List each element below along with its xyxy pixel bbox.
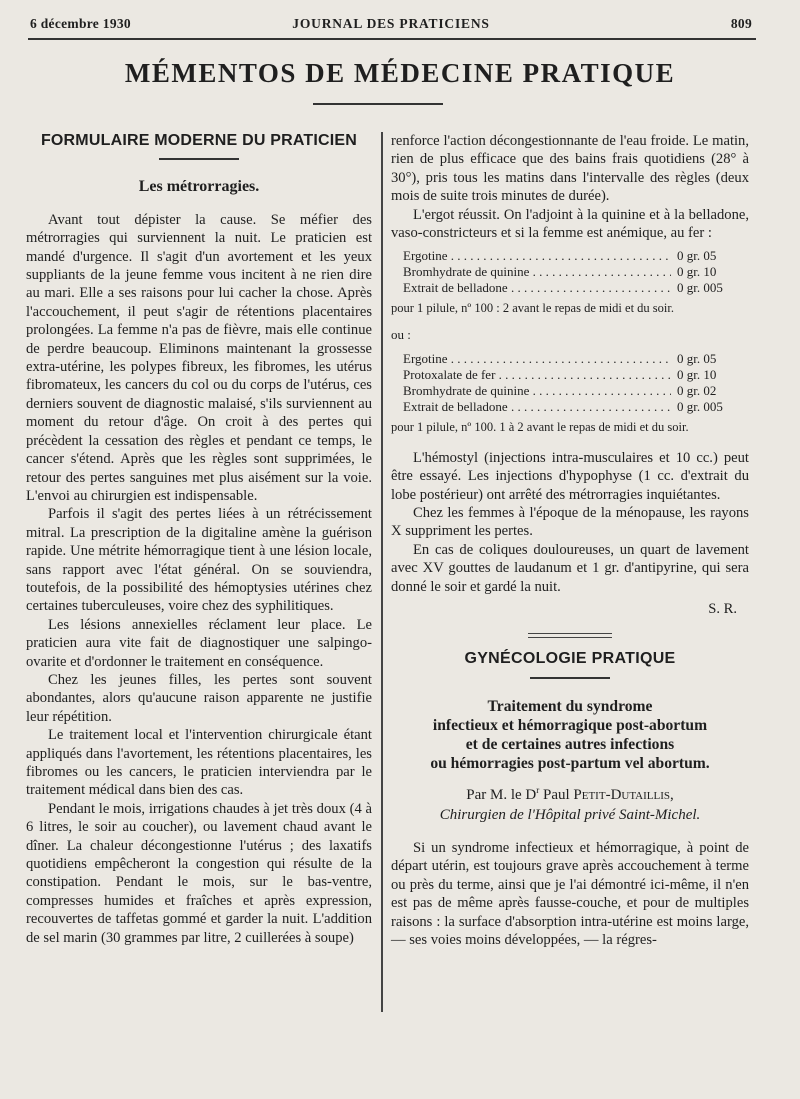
section-separator bbox=[528, 633, 612, 638]
article-title: Traitement du syndrome infectieux et hémorragique post-abortum et de certaines autres infections ou hémorragies post-partum vel abortum. bbox=[430, 697, 710, 772]
paragraph: Pendant le mois, irrigations chaudes à jet très doux (4 à 6 litres, le soir au coucher), ou lavement chaud avant le dîner. La chaleur décongestionne l'utérus ; des laxatifs quotidiens empêcheront la congestion qui résulte de la constipation. Pendant le mois, sur le bas-ventre, compresses humides et fraîches et après expression, recouvertes de taffetas gommé et garder la nuit. L'addition de sel marin (30 grammes par litre, 2 cuillerées à soupe) bbox=[26, 800, 372, 946]
formula-row: Protoxalate de fer . . . 0 gr. 10 bbox=[391, 367, 749, 383]
formula-row: Ergotine . . . 0 gr. 05 bbox=[391, 248, 749, 264]
paragraph: L'hémostyl (injections intra-musculaires et 10 cc.) peut être essayé. Les injections d'hypophyse (1 cc. d'extrait du lobe postérieur) ont arrêté des métrorragies inquiétantes. bbox=[391, 449, 749, 503]
article-author: Par M. le $D^r$ Paul Petit-Dutaillis, bbox=[466, 784, 674, 803]
section-rule bbox=[159, 158, 239, 160]
paragraph: Les lésions annexielles réclament leur place. Le praticien aura vite fait de diagnostiquer une salpingo-ovarite et d'ordonner le traitement en conséquence. bbox=[26, 616, 372, 670]
section-rule bbox=[530, 677, 610, 679]
journal-name: JOURNAL DES PRATICIENS bbox=[292, 16, 490, 31]
formula-alternative: ou : bbox=[391, 327, 411, 343]
paragraph: Chez les femmes à l'époque de la ménopause, les rayons X suppriment les pertes. bbox=[391, 505, 749, 540]
header-rule bbox=[28, 38, 756, 40]
formula-row: Ergotine . . . 0 gr. 05 bbox=[391, 351, 749, 367]
paragraph: Le traitement local et l'intervention chirurgicale étant appliqués dans l'avortement, les rétentions placentaires, les fibromes ou les cancers, le praticien interviendra par le traitement médical dans bien des cas. bbox=[26, 727, 372, 799]
paragraph: Si un syndrome infectieux et hémorragique, à point de départ utérin, est toujours grave après accouchement à terme ou près du terme, ainsi que je l'ai démontré ici-même, il n'en est pas de même après fausse-couche, et pour de multiples raisons : la surface d'absorption intra-utérine est moins large, — ses voies moins développées, — la régres- bbox=[391, 839, 749, 948]
paragraph: L'ergot réussit. On l'adjoint à la quinine et à la belladone, vaso-constricteurs et si la femme est anémique, au fer : bbox=[391, 206, 749, 242]
issue-date: 6 décembre 1930 bbox=[30, 16, 131, 31]
paragraph: Chez les jeunes filles, les pertes sont souvent abondantes, alors qu'aucune raison apparente ne justifie leur répétition. bbox=[26, 671, 372, 725]
left-column bbox=[26, 132, 372, 947]
formula-row: Extrait de belladone . . . 0 gr. 005 bbox=[391, 280, 749, 296]
page-number: 809 bbox=[730, 16, 752, 31]
page-title: MÉMENTOS DE MÉDECINE PRATIQUE bbox=[124, 58, 676, 88]
formula-row: Extrait de belladone . . . 0 gr. 005 bbox=[391, 399, 749, 415]
formula-row: Bromhydrate de quinine . . . 0 gr. 02 bbox=[391, 383, 749, 399]
right-column bbox=[391, 132, 749, 949]
formula-row: Bromhydrate de quinine . . . 0 gr. 10 bbox=[391, 264, 749, 280]
section-title-gynecologie: GYNÉCOLOGIE PRATIQUE bbox=[464, 649, 676, 667]
paragraph: Parfois il s'agit des pertes liées à un rétrécissement mitral. La prescription de la digitaline amène la guérison rapide. Une métrite hémorragique tient à une lésion locale, sans rapport avec l'état général. On se souviendra, toutefois, de la possibilité des hémoptysies utérines chez certaines tuberculeuses, voire chez des syphilitiques. bbox=[26, 506, 372, 615]
author-affiliation: Chirurgien de l'Hôpital privé Saint-Michel. bbox=[439, 806, 701, 823]
column-divider bbox=[381, 132, 383, 1012]
formula-note: pour 1 pilule, nº 100. 1 à 2 avant le repas de midi et du soir. bbox=[391, 419, 689, 434]
formula-note: pour 1 pilule, nº 100 : 2 avant le repas de midi et du soir. bbox=[391, 301, 674, 316]
paragraph: En cas de coliques douloureuses, un quart de lavement avec XV gouttes de laudanum et 1 gr. d'antipyrine, qui sera donné le soir et gardé la nuit. bbox=[391, 541, 749, 595]
article-subtitle: Les métrorragies. bbox=[138, 178, 260, 196]
paragraph: renforce l'action décongestionnante de l'eau froide. Le matin, rien de plus efficace que des bains frais quotidiens (28° à 30°), pris tous les matins dans l'intervalle des règles (deux mois de suite trois minutes de durée). bbox=[391, 133, 749, 205]
section-title-formulaire: FORMULAIRE MODERNE DU PRATICIEN bbox=[40, 132, 358, 149]
title-rule bbox=[313, 103, 443, 105]
paragraph: Avant tout dépister la cause. Se méfier des métrorragies qui surviennent la nuit. Le praticien est mandé d'urgence. Il s'agit d'un avortement et les yeux suppliants de la jeune femme vous incitent à ne rien dire au mari. Elle a ses raisons pour lui cacher la chose. Après l'accouchement, il peut s'agir de rétentions placentaires prolongées. La femme n'a pas de fièvre, mais elle continue de perdre beaucoup. Eliminons maintenant la grossesse extra-utérine, les polypes fibreux, les fibromes, les utérus fibromateux, les cancers du col ou du corps de l'utérus, ces derniers souvent de diagnostic malaisé, s'ils surviennent au moment du retour d'âge. On croit à des pertes qui précèdent la cessation des règles et pendant ce temps, le cancer s'étend. Après que les règles sont supprimées, le retour des pertes sanguines met plus aisément sur la voie. L'envoi au chirurgien est indispensable. bbox=[26, 211, 372, 504]
prescription-formula-2 bbox=[391, 351, 749, 415]
author-signature: S. R. bbox=[708, 601, 737, 618]
running-header bbox=[30, 14, 752, 38]
prescription-formula-1 bbox=[391, 248, 749, 296]
